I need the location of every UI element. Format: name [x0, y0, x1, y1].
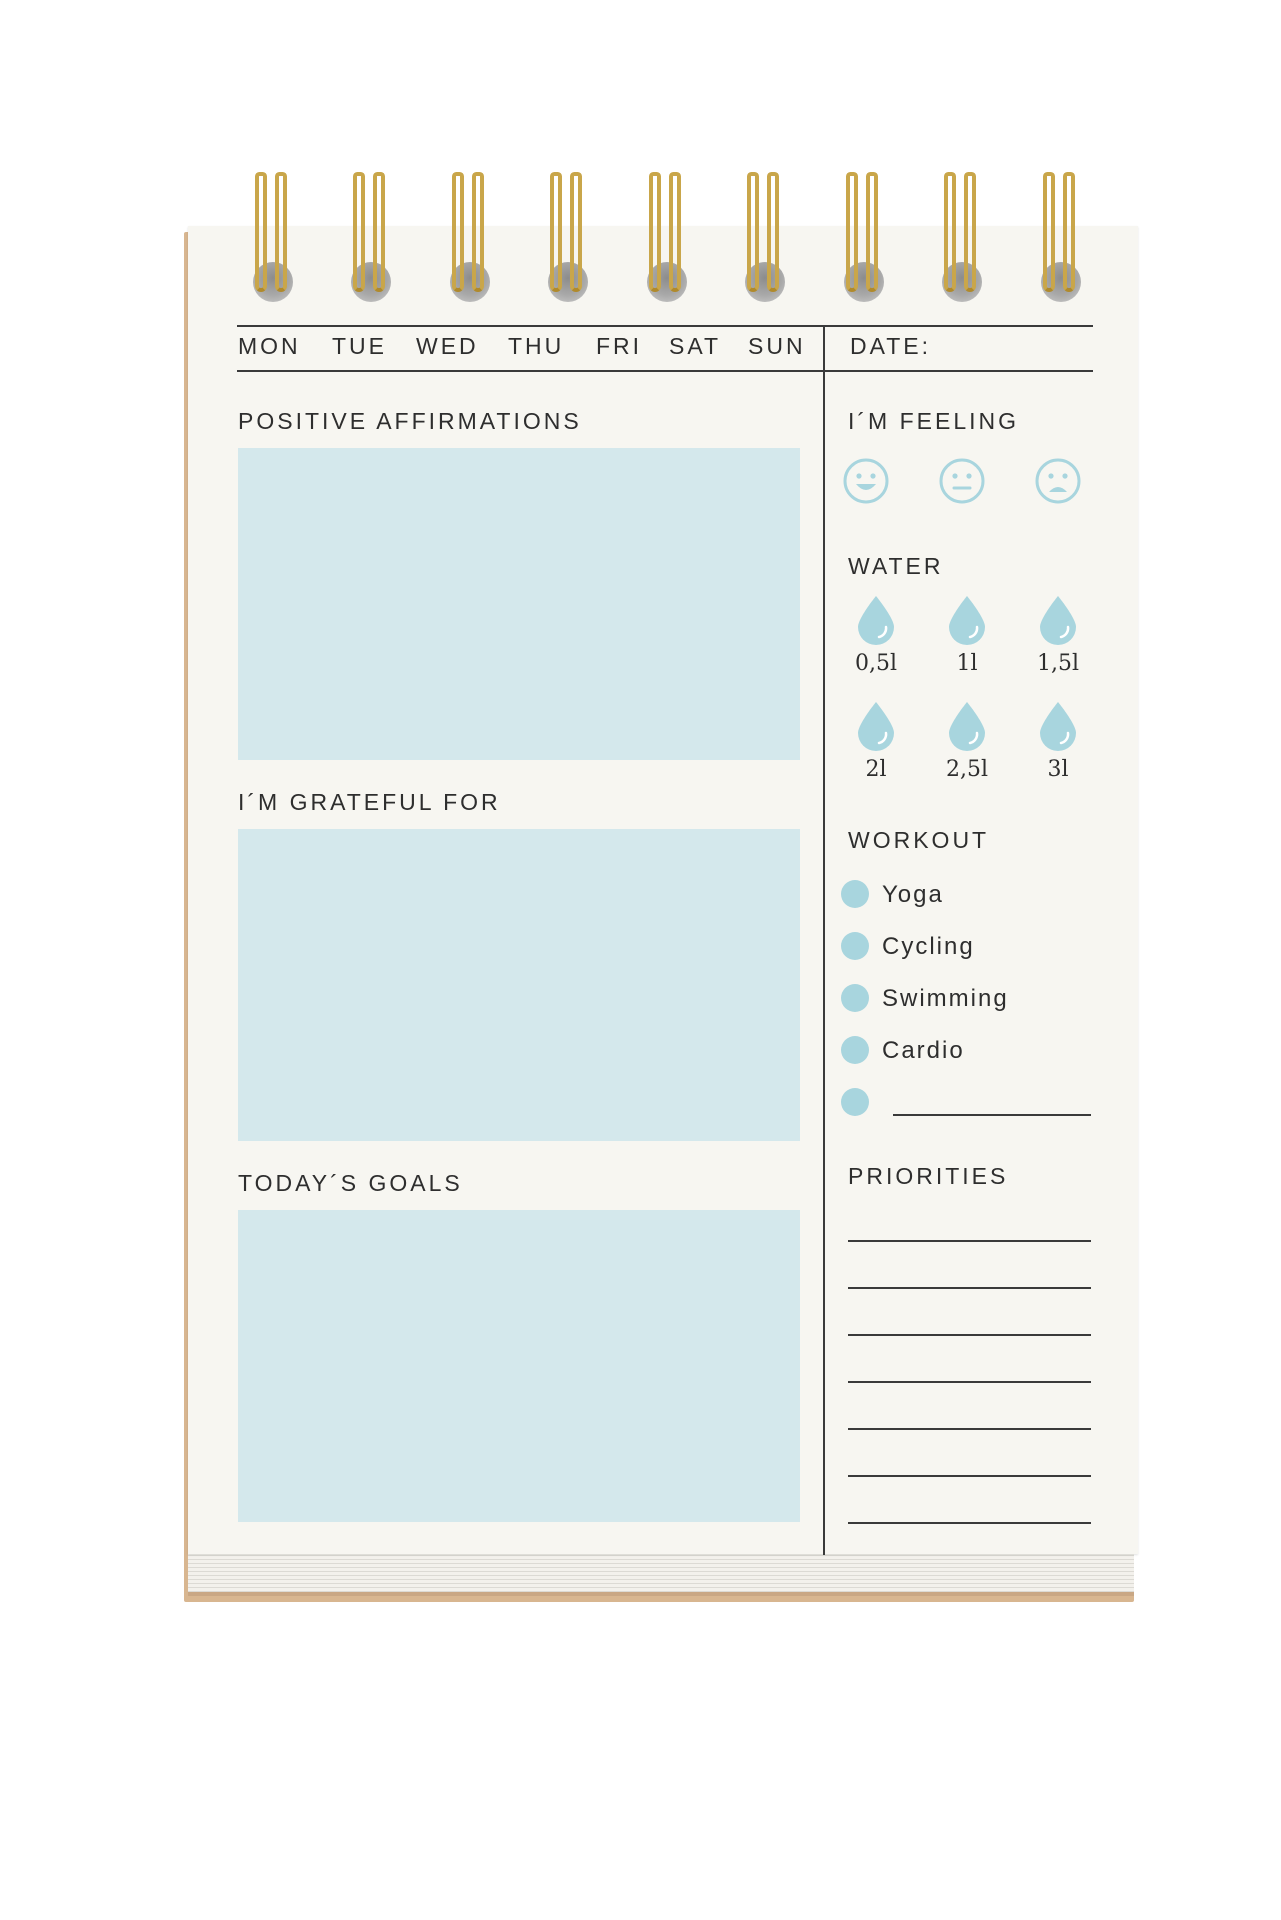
spiral-ring: [866, 172, 878, 292]
affirmations-title: POSITIVE AFFIRMATIONS: [238, 408, 582, 434]
workout-label-yoga: Yoga: [882, 881, 944, 908]
spiral-ring: [649, 172, 661, 292]
water-amount-label: 0,5l: [854, 651, 898, 676]
priority-line[interactable]: [848, 1240, 1091, 1242]
grateful-title: I´M GRATEFUL FOR: [238, 789, 501, 815]
water-amount-label: 3l: [1047, 757, 1069, 782]
workout-label-cycling: Cycling: [882, 933, 975, 960]
water-drop-icon[interactable]: [1037, 700, 1079, 752]
spiral-ring: [846, 172, 858, 292]
workout-title: WORKOUT: [848, 827, 990, 853]
priority-line[interactable]: [848, 1381, 1091, 1383]
spiral-ring: [1063, 172, 1075, 292]
date-label: DATE:: [850, 333, 932, 359]
water-amount-label: 2l: [865, 757, 887, 782]
day-fri[interactable]: FRI: [596, 333, 643, 359]
priority-line[interactable]: [848, 1287, 1091, 1289]
header-top-rule: [237, 325, 1093, 327]
feeling-title: I´M FEELING: [848, 408, 1020, 434]
spiral-ring: [255, 172, 267, 292]
day-sun[interactable]: SUN: [748, 333, 806, 359]
water-drop-icon[interactable]: [946, 700, 988, 752]
priority-line[interactable]: [848, 1475, 1091, 1477]
priority-line[interactable]: [848, 1522, 1091, 1524]
grateful-box[interactable]: [238, 829, 800, 1141]
day-tue[interactable]: TUE: [332, 333, 387, 359]
priorities-title: PRIORITIES: [848, 1163, 1009, 1189]
water-drop-icon[interactable]: [946, 594, 988, 646]
water-drop-icon[interactable]: [855, 594, 897, 646]
spiral-ring: [353, 172, 365, 292]
priority-line[interactable]: [848, 1428, 1091, 1430]
day-sat[interactable]: SAT: [669, 333, 722, 359]
spiral-ring: [1043, 172, 1055, 292]
sad-face-icon[interactable]: [1035, 458, 1081, 504]
workout-checkbox[interactable]: [841, 1036, 869, 1064]
spiral-ring: [767, 172, 779, 292]
spiral-ring: [452, 172, 464, 292]
spiral-ring: [570, 172, 582, 292]
workout-label-cardio: Cardio: [882, 1037, 965, 1064]
neutral-face-icon[interactable]: [939, 458, 985, 504]
goals-title: TODAY´S GOALS: [238, 1170, 463, 1196]
header-bottom-rule: [237, 370, 1093, 372]
happy-face-icon[interactable]: [843, 458, 889, 504]
day-wed[interactable]: WED: [416, 333, 479, 359]
workout-label-swimming: Swimming: [882, 985, 1009, 1012]
column-divider: [823, 325, 825, 1555]
water-title: WATER: [848, 553, 944, 579]
workout-checkbox[interactable]: [841, 932, 869, 960]
water-drop-icon[interactable]: [855, 700, 897, 752]
workout-custom-line[interactable]: [893, 1114, 1091, 1116]
spiral-ring: [747, 172, 759, 292]
spiral-ring: [550, 172, 562, 292]
spiral-ring: [669, 172, 681, 292]
spiral-ring: [472, 172, 484, 292]
day-thu[interactable]: THU: [508, 333, 565, 359]
water-drop-icon[interactable]: [1037, 594, 1079, 646]
workout-checkbox[interactable]: [841, 1088, 869, 1116]
water-amount-label: 2,5l: [945, 757, 989, 782]
spiral-ring: [944, 172, 956, 292]
workout-checkbox[interactable]: [841, 984, 869, 1012]
workout-checkbox[interactable]: [841, 880, 869, 908]
spiral-ring: [964, 172, 976, 292]
priority-line[interactable]: [848, 1334, 1091, 1336]
affirmations-box[interactable]: [238, 448, 800, 760]
goals-box[interactable]: [238, 1210, 800, 1522]
water-amount-label: 1l: [956, 651, 978, 676]
spiral-ring: [275, 172, 287, 292]
day-mon[interactable]: MON: [238, 333, 301, 359]
spiral-ring: [373, 172, 385, 292]
water-amount-label: 1,5l: [1036, 651, 1080, 676]
